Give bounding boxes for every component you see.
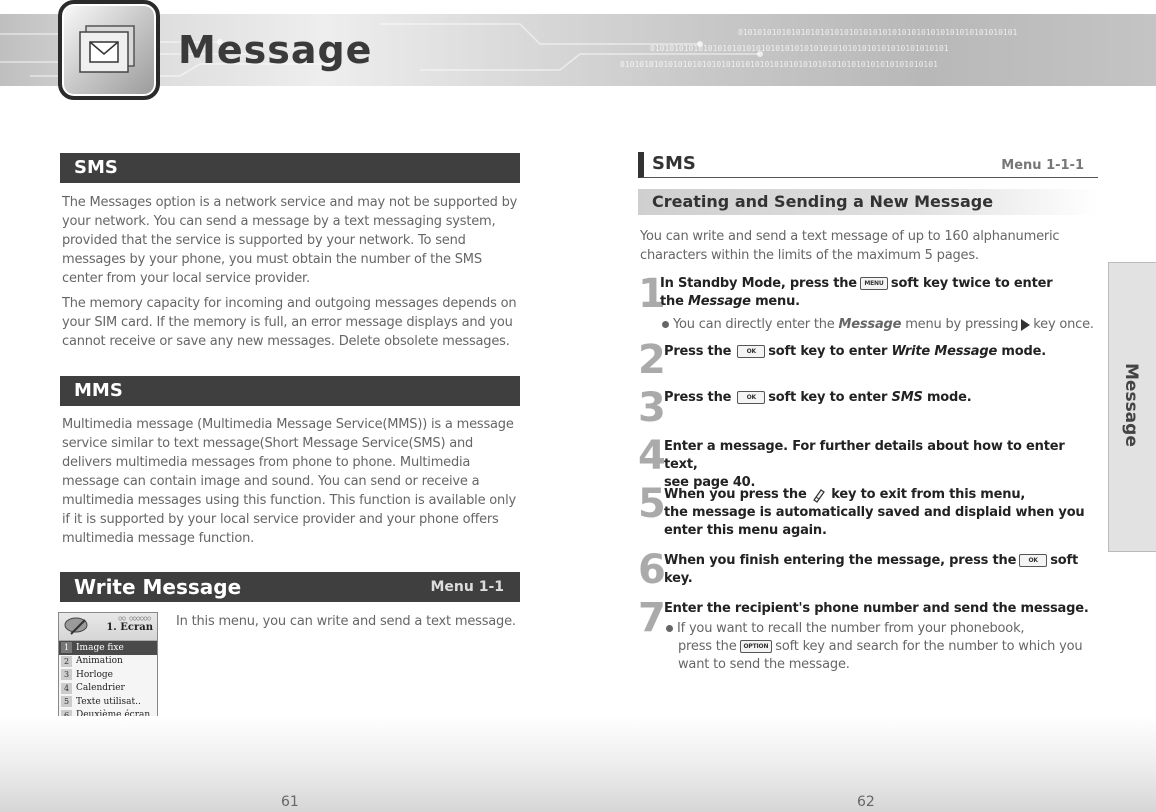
step-6-text-a: When you finish entering the message, press the	[664, 553, 1017, 568]
page-number-right: 62	[857, 794, 875, 810]
creating-message-subheading: Creating and Sending a New Message	[638, 189, 1098, 215]
sms-heading: SMS	[74, 157, 118, 178]
step-6-number: 6	[638, 547, 666, 593]
step-2-number: 2	[638, 337, 666, 383]
step-5-text-c: the message is automatically saved and displaid when you	[664, 505, 1085, 520]
ok-key-icon: OK	[737, 391, 765, 404]
step-2-text-b: soft key to enter	[768, 344, 888, 359]
right-sms-heading-bar	[638, 152, 1098, 178]
sms-paragraph-1: The Messages option is a network service and may not be supported by your network. You can send a message by a text messaging system, provided that the service is supported by your network. To send messages by your phone, you must obtain the number of the SMS center from your local service provider.	[62, 195, 518, 286]
step-6-text-b: soft	[1050, 553, 1078, 568]
step-1-note-a: You can directly enter the	[673, 317, 835, 332]
step-4-number: 4	[638, 433, 666, 479]
chapter-side-tab	[1108, 262, 1156, 552]
phone-screen-title: 1. Ecran	[106, 622, 153, 633]
step-2-emphasis: Write Message	[891, 344, 998, 359]
right-intro-paragraph: You can write and send a text message of up to 160 alphanumeric characters within the limits of the maximum 5 pages.	[640, 229, 1060, 263]
step-1-note-b: menu by pressing	[905, 317, 1019, 332]
bullet-icon	[662, 321, 669, 328]
end-call-key-icon	[811, 487, 827, 503]
step-7-note-a: If you want to recall the number from your phonebook,	[677, 621, 1025, 636]
palette-icon	[63, 616, 91, 636]
phone-menu-item-number: 5	[61, 696, 72, 707]
phone-menu-item-label: Horloge	[76, 669, 113, 680]
step-2-text-a: Press the	[664, 344, 732, 359]
menu-key-icon: MENU	[860, 277, 888, 290]
phone-menu-item-label: Calendrier	[76, 683, 125, 694]
option-key-icon: OPTION	[740, 640, 773, 653]
step-7-note	[666, 620, 1096, 674]
right-sms-heading: SMS	[652, 153, 696, 174]
step-3-emphasis: SMS	[891, 390, 923, 405]
step-3-text-c: mode.	[926, 390, 972, 405]
step-1-text-b: soft key twice to enter	[890, 276, 1053, 291]
step-7-note-b: press the	[678, 639, 737, 654]
phone-menu-item-number: 4	[61, 683, 72, 694]
step-6-text	[664, 552, 1094, 588]
step-1-note	[662, 316, 1102, 334]
write-message-bar	[60, 572, 520, 602]
bullet-icon	[666, 625, 673, 632]
step-1-note-c: key once.	[1033, 317, 1094, 332]
phone-menu-item-number: 1	[61, 642, 72, 653]
step-1-text-c: the	[660, 294, 684, 309]
page-title: Message	[178, 28, 373, 72]
step-5-text-b: key to exit from this menu,	[831, 487, 1026, 502]
step-7-number: 7	[638, 595, 666, 641]
step-3-text-a: Press the	[664, 390, 732, 405]
step-1-text	[660, 275, 1090, 311]
step-5-number: 5	[638, 481, 666, 527]
phone-menu-item	[59, 655, 157, 669]
right-arrow-key-icon	[1021, 319, 1030, 331]
step-5-text	[664, 486, 1094, 540]
signal-dots-icon: ○○ ○○○○○○	[118, 615, 151, 622]
write-message-heading: Write Message	[74, 575, 242, 599]
step-1-text-d: menu.	[755, 294, 800, 309]
ok-key-icon: OK	[1019, 554, 1047, 567]
right-menu-code: Menu 1-1-1	[1001, 158, 1084, 173]
step-7-text: Enter the recipient's phone number and send the message.	[664, 601, 1089, 616]
write-message-paragraph: In this menu, you can write and send a text message.	[176, 614, 516, 629]
phone-menu-item	[59, 641, 157, 655]
step-4-text-a: Enter a message. For further details about how to enter text,	[664, 439, 1065, 472]
binary-line-3: 010101010101010101010101010101010101010101010101010101010101010101	[620, 60, 938, 69]
step-3-text-b: soft key to enter	[768, 390, 888, 405]
phone-screen-header	[59, 613, 157, 641]
step-3-text	[664, 389, 1094, 407]
binary-line-2: 01010101010101010101010101010101010101010101010101010101010101	[650, 44, 949, 53]
phone-menu-item-label: Texte utilisat..	[76, 696, 141, 707]
footer-cloud-background	[0, 716, 1156, 812]
chapter-side-tab-label: Message	[1121, 363, 1141, 447]
mms-section-bar	[60, 376, 520, 406]
message-app-icon	[58, 0, 160, 100]
step-6-text-c: key.	[664, 571, 693, 586]
ok-key-icon: OK	[737, 345, 765, 358]
step-7-note-c: soft key and search for the number to which you	[775, 639, 1083, 654]
step-3-number: 3	[638, 385, 666, 431]
mms-heading: MMS	[74, 380, 123, 401]
sms-paragraph-2: The memory capacity for incoming and outgoing messages depends on your SIM card. If the memory is full, an error message displays and you cannot receive or save any new messages. Delete obsolete messages.	[62, 296, 517, 349]
write-message-menu-code: Menu 1-1	[430, 579, 504, 595]
step-1-emphasis: Message	[688, 294, 751, 309]
phone-menu-item	[59, 682, 157, 696]
circuit-pattern	[0, 14, 1156, 86]
step-2-text-c: mode.	[1001, 344, 1046, 359]
mms-paragraph: Multimedia message (Multimedia Message Service(MMS)) is a message service similar to text message(Short Message Service(SMS) and delivers multimedia messages from phone to phone. Multimedia message can contain image and sound. You can send or receive a multimedia messages using this function. This function is available only if it is supported by your local service provider and your phone offers multimedia message function.	[62, 417, 517, 546]
phone-menu-item-number: 3	[61, 669, 72, 680]
step-1-note-emphasis: Message	[838, 317, 902, 332]
step-2-text	[664, 343, 1094, 361]
sms-section-bar	[60, 153, 520, 183]
page-number-left: 61	[281, 794, 299, 810]
step-5-text-a: When you press the	[664, 487, 807, 502]
step-5-text-d: enter this menu again.	[664, 523, 827, 538]
step-1-number: 1	[638, 271, 666, 317]
step-1-text-a: In Standby Mode, press the	[660, 276, 857, 291]
phone-menu-item-label: Animation	[76, 656, 123, 667]
step-7-note-d: want to send the message.	[678, 657, 850, 672]
step-4-text	[664, 438, 1094, 492]
phone-menu-item-label: Image fixe	[76, 642, 124, 653]
header-banner	[0, 14, 1156, 86]
phone-menu-item	[59, 695, 157, 709]
phone-menu-item-number: 2	[61, 656, 72, 667]
phone-menu-item	[59, 668, 157, 682]
envelope-icon	[76, 22, 142, 80]
step-4-text-b: see page 40.	[664, 475, 756, 490]
binary-line-1: 0101010101010101010101010101010101010101010101010101010101	[738, 28, 1018, 37]
